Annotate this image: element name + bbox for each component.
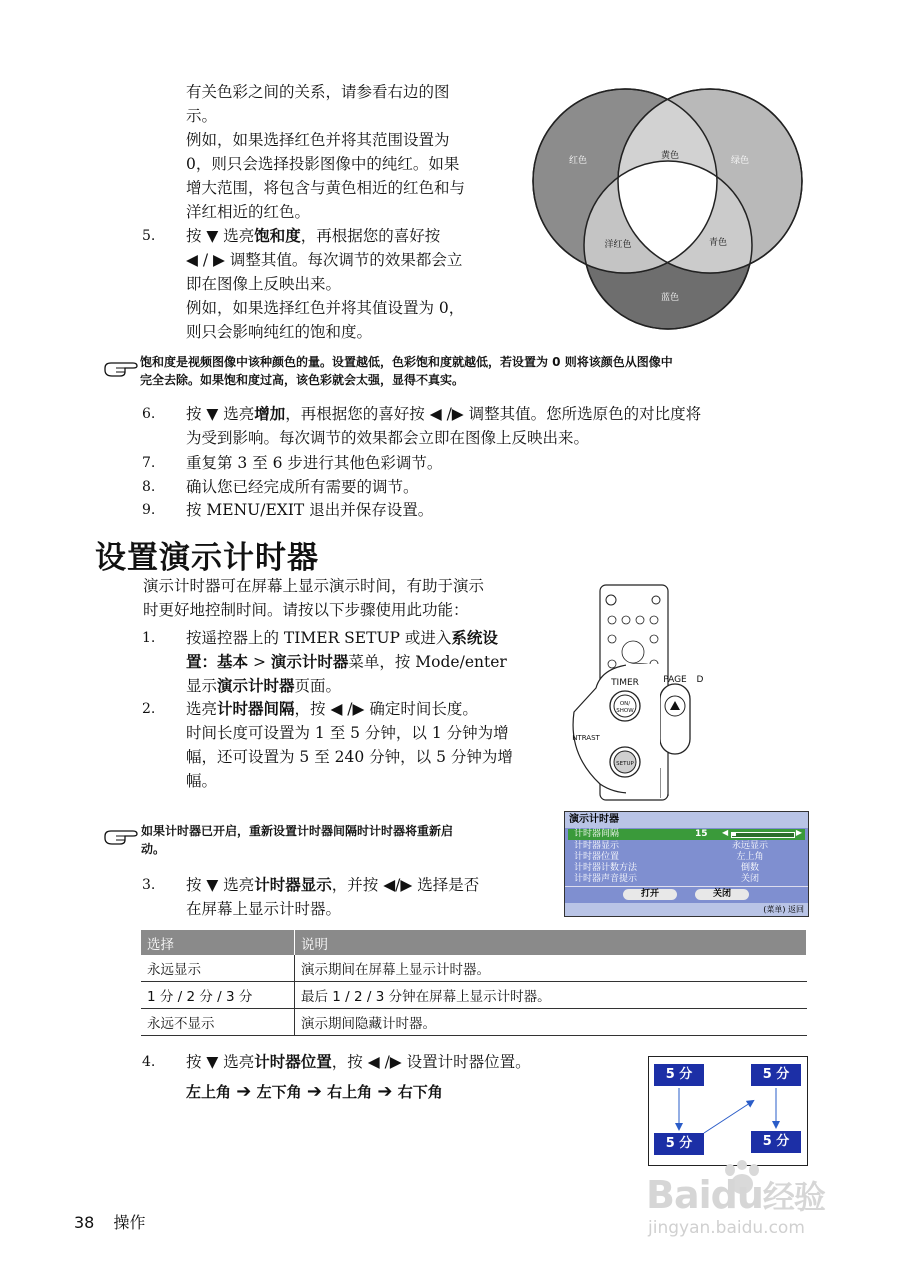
label-green: 绿色 — [730, 156, 750, 166]
step-number: 4. — [142, 1054, 156, 1070]
step-8-text: 确认您已经完成所有需要的调节。 — [186, 478, 419, 496]
arrow-right-icon: ➔ — [236, 1081, 252, 1102]
table-row: 永远不显示 演示期间隐藏计时器。 — [141, 1009, 807, 1036]
page-footer — [74, 1210, 145, 1233]
color-wheel-diagram — [532, 84, 804, 340]
section-intro: 演示计时器可在屏幕上显示演示时间，有助于演示 时更好地控制时间。请按以下步骤使用此功能： — [143, 577, 485, 619]
position-sequence: 左上角 ➔ 左下角 ➔ 右上角 ➔ 右下角 — [186, 1081, 443, 1102]
step-5-text: 按 ▼ 选亮饱和度，再根据您的喜好按 ◀ / ▶ 调整其值。每次调节的效果都会立 即在图像上反映出来。 例如，如果选择红色并将其值设置为 0， 则只会影响纯红的饱和度。 — [186, 227, 465, 341]
osd-off-button[interactable]: 关闭 — [695, 889, 749, 900]
arrow-right-icon: ➔ — [377, 1081, 393, 1102]
baidu-watermark: Baidu经验 jingyan.baidu.com — [646, 1160, 856, 1250]
note-saturation: 饱和度是视频图像中该种颜色的量。设置越低，色彩饱和度就越低，若设置为 0 则将该颜色从图像中 完全去除。如果饱和度过高，该色彩就会太强，显得不真实。 — [140, 355, 673, 387]
osd-row-value: 永远显示 — [731, 841, 768, 851]
step-number: 9. — [142, 502, 156, 518]
step-1-text: 按遥控器上的 TIMER SETUP 或进入系统设 置：基本 > 演示计时器菜单，按 Mode/enter 显示演示计时器页面。 — [186, 629, 507, 695]
remote-control-illustration — [566, 584, 670, 802]
timer-display-table — [141, 930, 807, 1036]
svg-text:SETUP: SETUP — [616, 761, 634, 767]
label-magenta: 洋红色 — [604, 240, 632, 250]
position-arrows — [649, 1057, 807, 1165]
osd-footer: (菜单) 返回 — [763, 905, 804, 914]
step-number: 6. — [142, 406, 156, 422]
label-yellow: 黄色 — [660, 151, 680, 161]
osd-row-value: 关闭 — [740, 874, 759, 884]
step-number: 1. — [142, 630, 156, 646]
remote-page-button-area — [660, 668, 703, 800]
timer-box-top-left: 5 分 — [654, 1064, 704, 1086]
osd-slider: ◀ ▶ — [722, 828, 802, 837]
step-4-text: 按 ▼ 选亮计时器位置，按 ◀ /▶ 设置计时器位置。 — [186, 1053, 531, 1071]
section-title: 设置演示计时器 — [95, 540, 319, 576]
osd-row-label: 计时器显示 — [574, 841, 620, 851]
footer-section: 操作 — [113, 1213, 146, 1232]
step-number: 7. — [142, 455, 156, 471]
timer-position-diagram — [648, 1056, 808, 1166]
timer-box-bottom-left: 5 分 — [654, 1133, 704, 1155]
step-number: 5. — [142, 228, 156, 244]
table-row: 1 分 / 2 分 / 3 分 最后 1 / 2 / 3 分钟在屏幕上显示计时器。 — [141, 982, 807, 1009]
pointing-hand-icon — [103, 358, 139, 378]
timer-box-bottom-right: 5 分 — [751, 1131, 801, 1153]
step-6-text: 按 ▼ 选亮增加，再根据您的喜好按 ◀ /▶ 调整其值。您所选原色的对比度将 为受到影响。每次调节的效果都会立即在图像上反映出来。 — [186, 405, 702, 447]
svg-text:SHOW: SHOW — [616, 708, 634, 714]
step-7-text: 重复第 3 至 6 步进行其他色彩调节。 — [186, 454, 443, 472]
step-2-text: 选亮计时器间隔，按 ◀ /▶ 确定时间长度。 时间长度可设置为 1 至 5 分钟，以 1 分钟为增 幅，还可设置为 5 至 240 分钟，以 5 分钟为增 幅。 — [186, 700, 513, 790]
svg-text:PAGE: PAGE — [663, 675, 687, 685]
svg-text:D: D — [696, 675, 703, 685]
page-number: 38 — [74, 1213, 95, 1232]
label-blue: 蓝色 — [660, 293, 680, 303]
osd-row-value: 左上角 — [736, 852, 764, 862]
note-timer-restart: 如果计时器已开启，重新设置计时器间隔时计时器将重新启 动。 — [141, 824, 454, 856]
arrow-up-right-icon — [704, 1101, 753, 1133]
label-red: 红色 — [568, 156, 588, 166]
step-3-text: 按 ▼ 选亮计时器显示，并按 ◀/▶ 选择是否 在屏幕上显示计时器。 — [186, 876, 480, 918]
osd-row-label: 计时器位置 — [574, 852, 620, 862]
arrow-right-icon: ➔ — [306, 1081, 322, 1102]
table-row: 永远显示 演示期间在屏幕上显示计时器。 — [141, 955, 807, 982]
step-number: 8. — [142, 479, 156, 495]
svg-text:NTRAST: NTRAST — [572, 734, 600, 742]
osd-on-button[interactable]: 打开 — [623, 889, 677, 900]
osd-row-label: 计时器计数方法 — [574, 863, 638, 873]
osd-row-value: 倒数 — [740, 863, 759, 873]
osd-title: 演示计时器 — [565, 812, 808, 828]
table-header: 选择 说明 — [141, 930, 807, 955]
osd-timer-menu — [564, 811, 809, 917]
step-9-text: 按 MENU/EXIT 退出并保存设置。 — [186, 501, 434, 519]
intro-text: 有关色彩之间的关系，请参看右边的图 示。 例如，如果选择红色并将其范围设置为 0，则只会选择投影图像中的纯红。如果 增大范围，将包含与黄色相近的红色和与 洋红相近的红色。 — [186, 83, 466, 221]
pointing-hand-icon — [103, 826, 139, 846]
osd-row-value: 15 — [695, 829, 708, 839]
timer-box-top-right: 5 分 — [751, 1064, 801, 1086]
step-number: 3. — [142, 877, 156, 893]
step-number: 2. — [142, 701, 156, 717]
svg-text:TIMER: TIMER — [611, 678, 639, 688]
osd-row-label: 计时器声音提示 — [574, 874, 638, 884]
label-cyan: 青色 — [708, 238, 728, 248]
svg-text:ON/: ON/ — [619, 701, 631, 707]
osd-row-label: 计时器间隔 — [574, 829, 620, 839]
